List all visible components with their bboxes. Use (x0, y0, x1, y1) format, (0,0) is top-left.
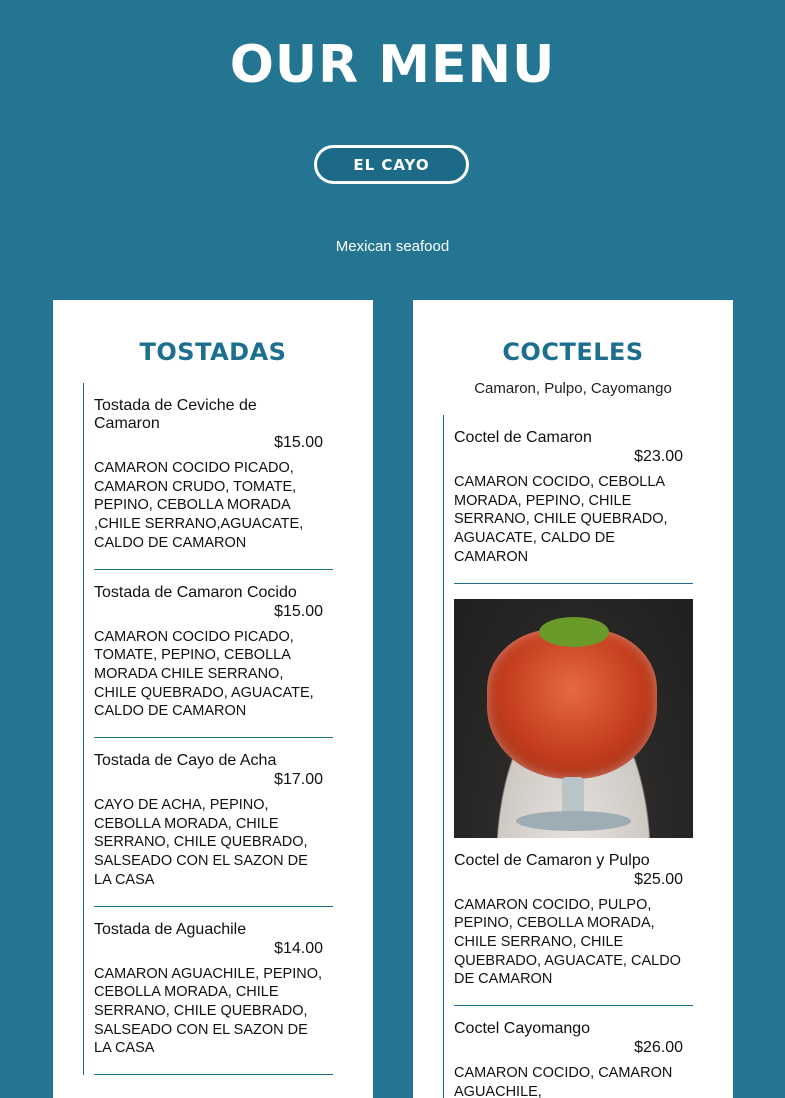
glass-shape (487, 629, 657, 779)
item-description: CAMARON COCIDO, CEBOLLA MORADA, PEPINO, CHILE SERRANO, CHILE QUEBRADO, AGUACATE, CALDO DE CAMARON (454, 474, 668, 565)
item-description: CAMARON AGUACHILE, PEPINO, CEBOLLA MORADA, CHILE SERRANO, CHILE QUEBRADO, SALSEADO CON EL SAZON DE LA CASA (94, 965, 323, 1057)
menu-item (454, 1006, 693, 1098)
menu-item (454, 838, 693, 1007)
coctel-photo (454, 599, 693, 838)
item-price: $25.00 (634, 870, 683, 888)
tostadas-card (53, 300, 373, 1098)
section-subtitle-cocteles: Camaron, Pulpo, Cayomango (474, 380, 672, 397)
item-description: CAMARON COCIDO, CAMARON AGUACHILE, (454, 1065, 673, 1098)
item-price: $17.00 (274, 771, 323, 789)
item-name: Coctel de Camaron (454, 429, 592, 446)
cocteles-list (443, 415, 693, 1098)
item-price: $23.00 (634, 448, 683, 465)
menu-item (454, 415, 693, 584)
tab-el-cayo[interactable]: EL CAYO (314, 145, 469, 184)
item-name: Tostada de Aguachile (94, 920, 247, 938)
item-name: Tostada de Cayo de Acha (94, 752, 277, 770)
menu-item (94, 383, 333, 570)
item-name: Coctel de Camaron y Pulpo (454, 851, 650, 869)
item-price: $14.00 (274, 939, 323, 957)
item-price: $15.00 (274, 434, 323, 451)
garnish-shape (539, 617, 609, 647)
section-title-cocteles: COCTELES (502, 338, 644, 366)
item-price: $15.00 (274, 602, 323, 620)
item-name: Tostada de Camaron Cocido (94, 583, 297, 601)
glass-base (516, 811, 631, 831)
item-price: $26.00 (634, 1039, 683, 1057)
item-name: Coctel Cayomango (454, 1020, 591, 1038)
menu-item (94, 907, 333, 1076)
menu-item (94, 738, 333, 907)
section-title-tostadas: TOSTADAS (139, 338, 287, 366)
item-description: CAMARON COCIDO PICADO, CAMARON CRUDO, TOMATE, PEPINO, CEBOLLA MORADA ,CHILE SERRANO,AGUACATE, CALDO DE CAMARON (94, 460, 304, 551)
cocteles-card (413, 300, 733, 1098)
item-description: CAYO DE ACHA, PEPINO, CEBOLLA MORADA, CHILE SERRANO, CHILE QUEBRADO, SALSEADO CON EL SAZON DE LA CASA (94, 797, 308, 888)
divider (94, 1074, 333, 1075)
menu-item (94, 570, 333, 739)
item-description: CAMARON COCIDO PICADO, TOMATE, PEPINO, CEBOLLA MORADA CHILE SERRANO, CHILE QUEBRADO, AGUACATE, CALDO DE CAMARON (94, 628, 314, 720)
divider (454, 583, 693, 584)
item-name: Tostada de Ceviche de Camaron (94, 397, 257, 432)
tostadas-list (83, 383, 333, 1075)
menu-subtitle: Mexican seafood (335, 238, 450, 255)
page-title: OUR MENU (229, 35, 556, 95)
item-description: CAMARON COCIDO, PULPO, PEPINO, CEBOLLA MORADA, CHILE SERRANO, CHILE QUEBRADO, AGUACATE, CALDO DE CAMARON (454, 896, 681, 988)
